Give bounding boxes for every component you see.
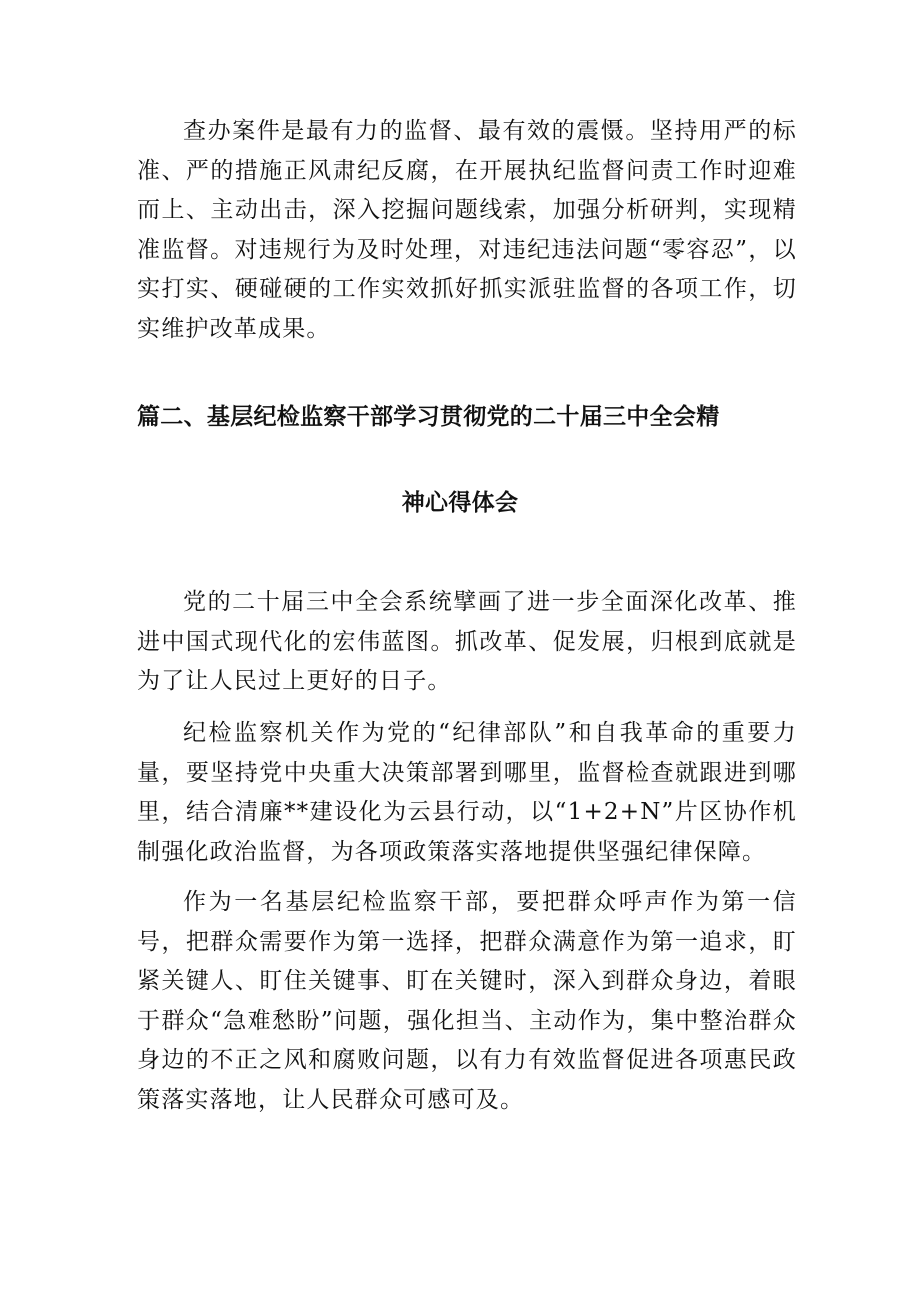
section-heading-line-1: 篇二、基层纪检监察干部学习贯彻党的二十届三中全会精 <box>137 404 720 430</box>
body-paragraph-2: 纪检监察机关作为党的“纪律部队”和自我革命的重要力量，要坚持党中央重大决策部署到哪里，监督检查就跟进到哪里，结合清廉**建设化为云县行动，以“1+2+N”片区协作机制强化政治监督，为各项政策落实落地提供坚强纪律保障。 <box>137 720 797 865</box>
intro-paragraph: 查办案件是最有力的监督、最有效的震慑。坚持用严的标准、严的措施正风肃纪反腐，在开展执纪监督问责工作时迎难而上、主动出击，深入挖掘问题线索，加强分析研判，实现精准监督。对违规行为及时处理，对违纪违法问题“零容忍”，以实打实、硬碰硬的工作实效抓好抓实派驻监督的各项工作，切实维护改革成果。 <box>137 118 797 342</box>
section-heading-line-2: 神心得体会 <box>401 490 519 516</box>
body-paragraph-1: 党的二十届三中全会系统擘画了进一步全面深化改革、推进中国式现代化的宏伟蓝图。抓改革、促发展，归根到底就是为了让人民过上更好的日子。 <box>137 589 797 694</box>
body-paragraph-3: 作为一名基层纪检监察干部，要把群众呼声作为第一信号，把群众需要作为第一选择，把群众满意作为第一追求，盯紧关键人、盯住关键事、盯在关键时，深入到群众身边，着眼于群众“急难愁盼”问题，强化担当、主动作为，集中整治群众身边的不正之风和腐败问题，以有力有效监督促进各项惠民政策落实落地，让人民群众可感可及。 <box>137 889 797 1113</box>
